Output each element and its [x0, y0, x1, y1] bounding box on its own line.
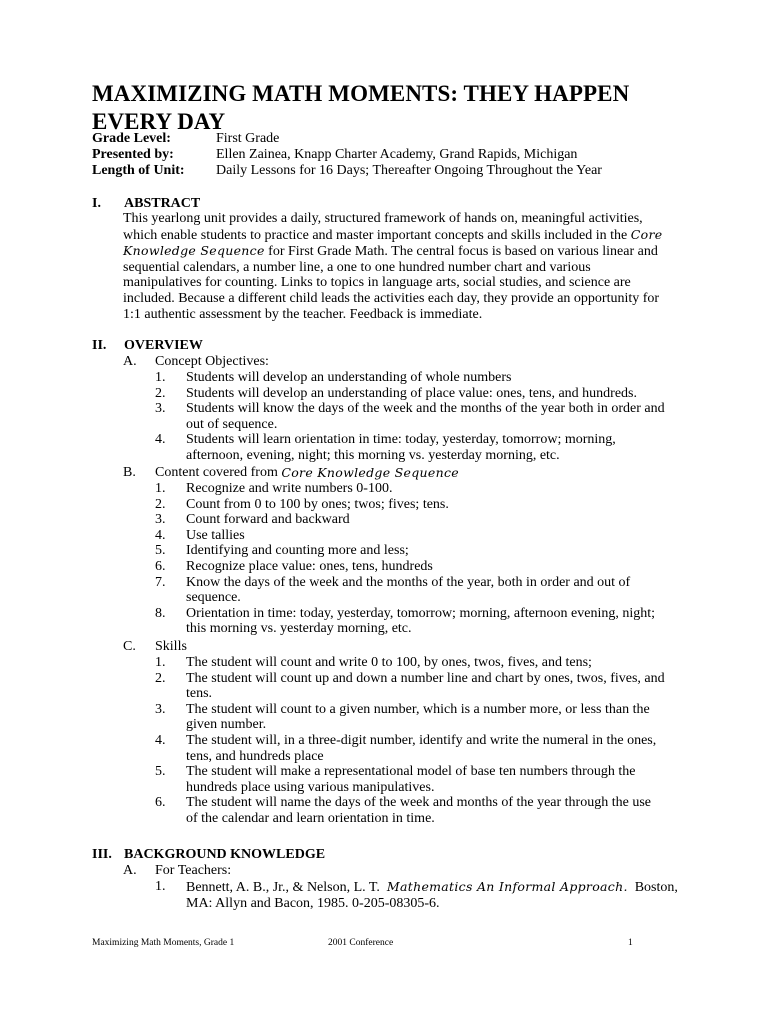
section-heading-abstract	[92, 196, 200, 212]
item-number: 2.	[155, 670, 166, 686]
list-item	[155, 543, 666, 559]
list-item	[155, 432, 666, 463]
list-letter: B.	[123, 465, 136, 480]
item-text: The student will name the days of the week and months of the year through the use of the calendar and learn orientation in time.	[186, 795, 651, 826]
list-item	[155, 401, 666, 432]
item-text: The student will make a representational model of base ten numbers through the hundreds place using various manipulatives.	[186, 764, 636, 795]
list-item	[155, 575, 666, 606]
section-title: OVERVIEW	[124, 338, 203, 353]
item-text: Use tallies	[186, 527, 245, 543]
item-text: Know the days of the week and the months of the year, both in order and out of sequence.	[186, 574, 631, 606]
abstract-paragraph	[123, 211, 669, 322]
item-number: 2.	[155, 496, 166, 512]
item-number: 6.	[155, 795, 166, 811]
meta-label: Grade Level:	[92, 131, 171, 146]
item-number: 2.	[155, 385, 166, 401]
item-number: 1.	[155, 879, 166, 894]
item-number: 3.	[155, 401, 166, 417]
overview-c-label	[123, 639, 187, 655]
abstract-text-part2: for First Grade Math. The central focus is based on various linear and sequential calendars, a number line, a one to one hundred number chart and various manipulatives for counting. Links to topics in language arts, social studies, and science are included. Because a different child leads the activities each day, they provide an opportunity for 1:1 authentic assessment by the teacher. Feedback is immediate.	[123, 244, 660, 322]
item-number: 1.	[155, 481, 166, 496]
abstract-italic-title: Core Knowledge Sequence	[123, 226, 663, 259]
item-text: The student will count to a given number, which is a number more, or less than the given number.	[186, 701, 650, 733]
item-number: 4.	[155, 432, 166, 448]
list-label-italic: Core Knowledge Sequence	[281, 465, 459, 480]
item-text: Students will develop an understanding of whole numbers	[186, 370, 512, 385]
item-text: Count from 0 to 100 by ones; twos; fives; tens.	[186, 496, 449, 512]
meta-value: First Grade	[216, 131, 280, 146]
overview-a-label	[123, 354, 269, 370]
item-text: Students will know the days of the week and the months of the year both in order and out of sequence.	[186, 401, 665, 432]
item-number: 4.	[155, 527, 166, 543]
list-item	[155, 370, 666, 386]
list-item	[155, 606, 666, 637]
list-item	[155, 528, 666, 544]
concept-objectives-list	[155, 370, 666, 464]
item-number: 6.	[155, 558, 166, 574]
item-text: Orientation in time: today, yesterday, tomorrow; morning, afternoon evening, night; this morning vs. yesterday morning, etc.	[186, 605, 656, 637]
list-item	[155, 702, 666, 733]
item-text: Recognize and write numbers 0-100.	[186, 481, 393, 496]
list-item	[155, 764, 666, 795]
section-number: I.	[92, 196, 101, 211]
section-heading-overview	[92, 338, 203, 354]
meta-presented-by	[92, 147, 602, 163]
item-number: 7.	[155, 574, 166, 590]
item-number: 5.	[155, 764, 166, 780]
footer-center: 2001 Conference	[328, 938, 394, 948]
list-label: Skills	[155, 639, 187, 654]
item-number: 4.	[155, 732, 166, 748]
overview-b-label	[123, 465, 459, 481]
item-text: Students will learn orientation in time: today, yesterday, tomorrow; morning, afternoon, evening, night; this morning vs. yesterday morning, etc.	[186, 432, 616, 463]
list-item	[155, 733, 666, 764]
meta-value: Daily Lessons for 16 Days; Thereafter Ongoing Throughout the Year	[216, 163, 602, 178]
item-text	[186, 879, 686, 911]
background-a-label	[123, 863, 231, 879]
list-item	[155, 497, 666, 513]
section-title: ABSTRACT	[124, 196, 201, 211]
meta-length-of-unit	[92, 163, 602, 179]
item-number: 8.	[155, 605, 166, 621]
item-number: 1.	[155, 655, 166, 670]
section-heading-background	[92, 847, 325, 863]
content-covered-list	[155, 481, 666, 637]
item-number: 5.	[155, 543, 166, 559]
section-number: III.	[92, 847, 112, 862]
meta-label: Length of Unit:	[92, 163, 185, 178]
skills-list	[155, 655, 666, 827]
list-item	[155, 481, 666, 497]
list-label: Concept Objectives:	[155, 354, 269, 369]
item-text: Identifying and counting more and less;	[186, 543, 409, 559]
unit-meta	[92, 131, 602, 179]
item-text: The student will count up and down a number line and chart by ones, twos, fives, and tens.	[186, 670, 665, 702]
item-text: Students will develop an understanding of place value: ones, tens, and hundreds.	[186, 385, 638, 401]
abstract-text-part1: This yearlong unit provides a daily, structured framework of hands on, meaningful activities, which enable students to practice and master important concepts and skills included in the	[123, 211, 643, 243]
meta-label: Presented by:	[92, 147, 174, 162]
citation-title: Mathematics An Informal Approach.	[386, 879, 628, 894]
page-footer	[92, 937, 637, 949]
page-number: 1	[628, 938, 633, 948]
citation-authors: Bennett, A. B., Jr., & Nelson, L. T.	[186, 880, 380, 895]
item-text: Count forward and backward	[186, 512, 350, 528]
item-number: 1.	[155, 370, 166, 385]
list-item	[155, 671, 666, 702]
list-letter: A.	[123, 863, 137, 878]
list-item	[155, 655, 666, 671]
list-item	[155, 795, 666, 826]
item-text: The student will count and write 0 to 100, by ones, twos, fives, and tens;	[186, 655, 592, 670]
document-title: MAXIMIZING MATH MOMENTS: THEY HAPPEN EVERY DAY	[92, 81, 630, 134]
list-letter: C.	[123, 639, 136, 654]
item-number: 3.	[155, 701, 166, 717]
section-title: BACKGROUND KNOWLEDGE	[124, 847, 326, 862]
for-teachers-list	[155, 879, 686, 911]
meta-grade-level	[92, 131, 602, 147]
list-label: For Teachers:	[155, 863, 232, 878]
item-number: 3.	[155, 512, 166, 528]
list-label: Content covered from	[155, 465, 278, 480]
citation-publisher: Boston, MA: Allyn and Bacon, 1985. 0-205-08305-6.	[186, 880, 678, 911]
item-text: The student will, in a three-digit number, identify and write the numeral in the ones, tens, and hundreds place	[186, 732, 657, 764]
meta-value: Ellen Zainea, Knapp Charter Academy, Grand Rapids, Michigan	[216, 147, 578, 162]
list-item	[155, 559, 666, 575]
list-item	[155, 879, 686, 911]
list-item	[155, 386, 666, 402]
section-number: II.	[92, 338, 107, 353]
footer-left: Maximizing Math Moments, Grade 1	[92, 938, 235, 948]
item-text: Recognize place value: ones, tens, hundreds	[186, 558, 433, 574]
list-item	[155, 512, 666, 528]
list-letter: A.	[123, 354, 137, 369]
